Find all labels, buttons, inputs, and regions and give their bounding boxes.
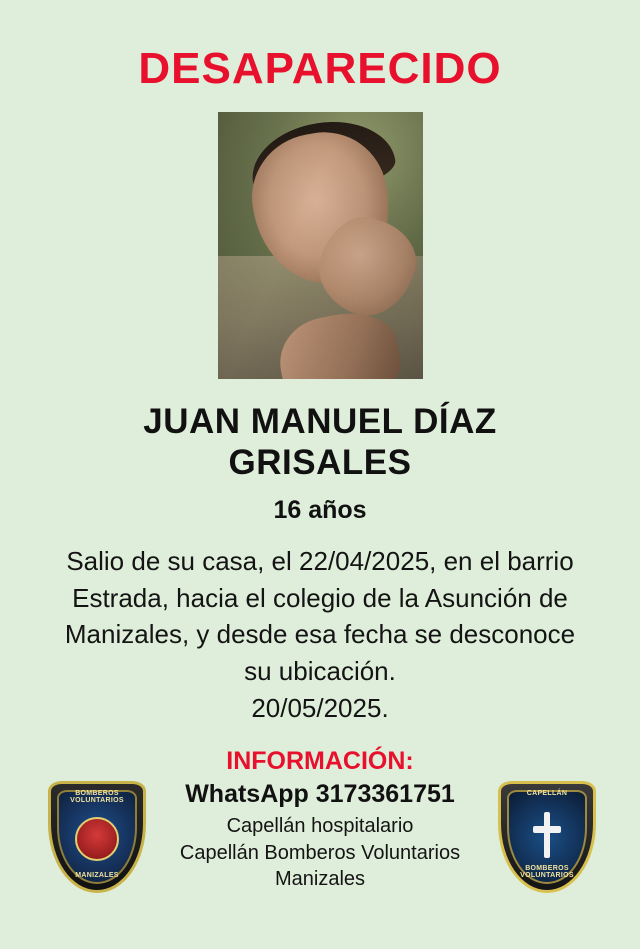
report-date: 20/05/2025. [251,693,389,724]
badge-bottom-text: MANIZALES [75,872,119,879]
capellan-badge [498,781,596,893]
page-title: DESAPARECIDO [138,44,502,93]
person-name: JUAN MANUEL DÍAZ GRISALES [143,402,497,483]
whatsapp-contact[interactable]: WhatsApp 3173361751 [185,780,455,809]
person-age: 16 años [273,495,367,524]
cross-icon [528,812,566,858]
badge-bottom-text: BOMBEROS VOLUNTARIOS [520,865,574,879]
bomberos-voluntarios-badge [48,781,146,893]
contact-role: Capellán hospitalario [226,815,414,838]
disappearance-description: Salio de su casa, el 22/04/2025, en el barrio Estrada, hacia el colegio de la Asunción de Manizales, y desde esa fecha se desconoce su ubicación. [64,545,576,687]
badge-top-text: CAPELLÁN [526,790,568,797]
missing-person-photo [218,112,423,379]
photo-shading [218,112,423,379]
contact-city: Manizales [274,867,366,890]
badge-top-text: BOMBEROS VOLUNTARIOS [70,790,124,804]
information-heading: INFORMACIÓN: [226,747,414,776]
contact-organization: Capellán Bomberos Voluntarios [179,841,461,864]
fire-helmet-icon [75,817,119,861]
